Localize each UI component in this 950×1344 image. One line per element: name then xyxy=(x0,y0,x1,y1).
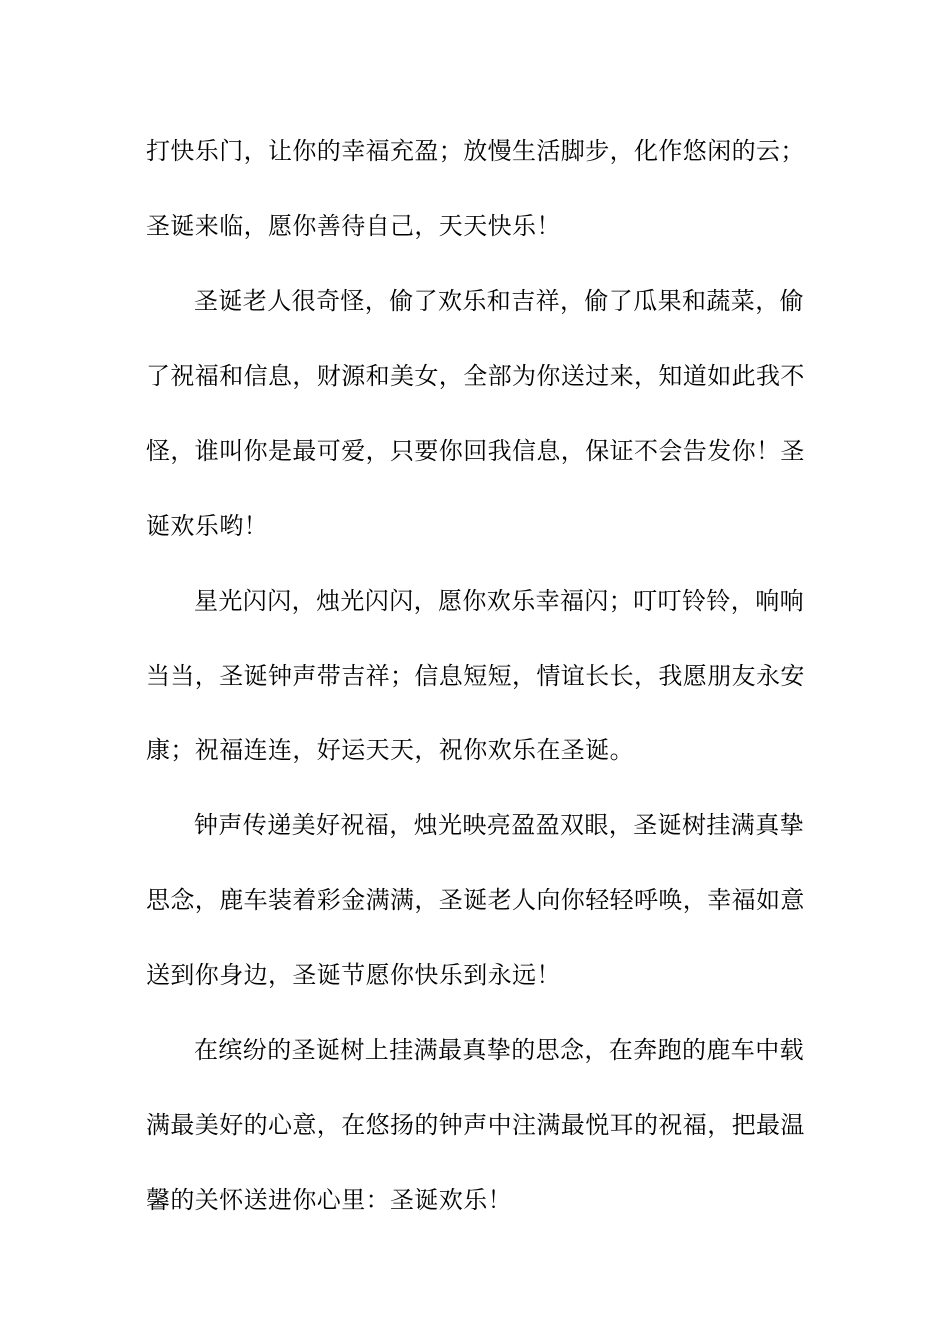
paragraph-2-line-3: 怪，谁叫你是最可爱，只要你回我信息，保证不会告发你！圣 xyxy=(146,437,805,465)
paragraph-3-line-2: 当当，圣诞钟声带吉祥；信息短短，情谊长长，我愿朋友永安 xyxy=(146,662,805,690)
paragraph-3-line-3: 康；祝福连连，好运天天，祝你欢乐在圣诞。 xyxy=(146,736,634,764)
paragraph-1-line-2: 圣诞来临，愿你善待自己，天天快乐！ xyxy=(146,212,561,240)
paragraph-5-line-2: 满最美好的心意，在悠扬的钟声中注满最悦耳的祝福，把最温 xyxy=(146,1111,805,1139)
paragraph-3-line-1: 星光闪闪，烛光闪闪，愿你欢乐幸福闪；叮叮铃铃，响响 xyxy=(194,587,804,615)
paragraph-2-line-1: 圣诞老人很奇怪，偷了欢乐和吉祥，偷了瓜果和蔬菜，偷 xyxy=(194,287,804,315)
paragraph-5-line-3: 馨的关怀送进你心里：圣诞欢乐！ xyxy=(146,1186,512,1214)
paragraph-4-line-1: 钟声传递美好祝福，烛光映亮盈盈双眼，圣诞树挂满真挚 xyxy=(194,811,804,839)
paragraph-5-line-1: 在缤纷的圣诞树上挂满最真挚的思念，在奔跑的鹿车中载 xyxy=(194,1036,804,1064)
paragraph-4-line-3: 送到你身边，圣诞节愿你快乐到永远！ xyxy=(146,961,561,989)
paragraph-2-line-4: 诞欢乐哟！ xyxy=(146,512,268,540)
paragraph-1-line-1: 打快乐门，让你的幸福充盈；放慢生活脚步，化作悠闲的云； xyxy=(146,137,805,165)
paragraph-2-line-2: 了祝福和信息，财源和美女，全部为你送过来，知道如此我不 xyxy=(146,362,805,390)
paragraph-4-line-2: 思念，鹿车装着彩金满满，圣诞老人向你轻轻呼唤，幸福如意 xyxy=(146,886,805,914)
